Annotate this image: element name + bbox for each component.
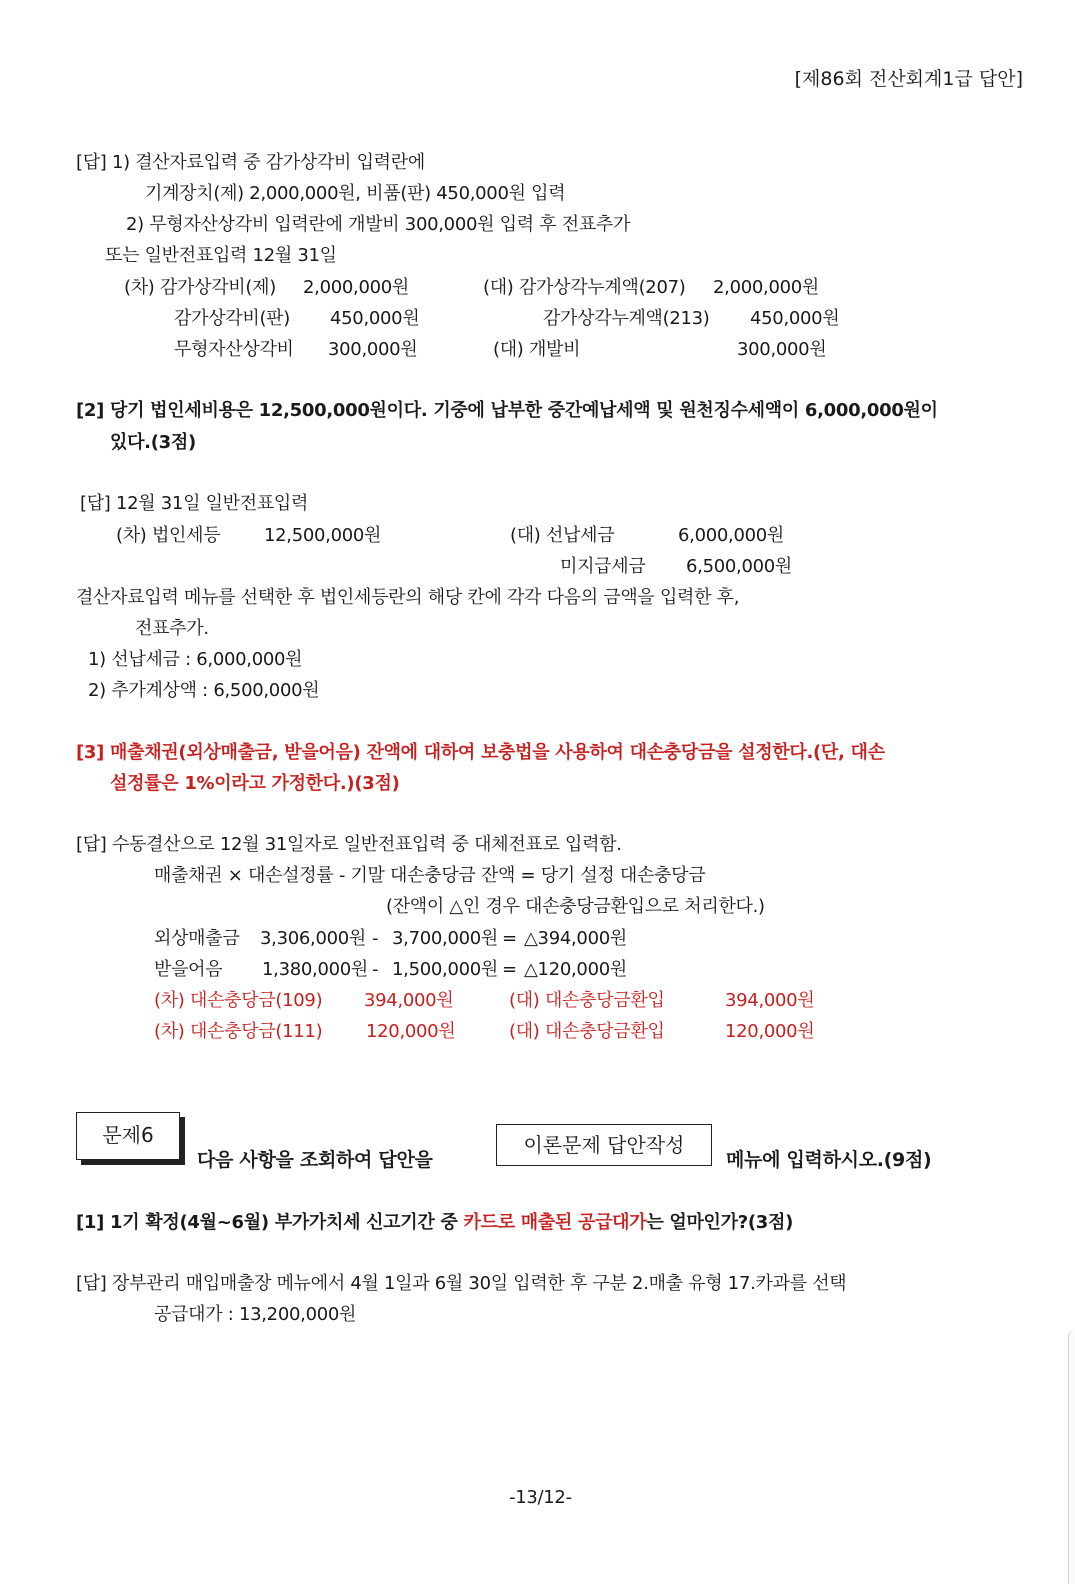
calc-label: 외상매출금 [154, 928, 240, 949]
question-2-cont: 있다.(3점) [110, 432, 196, 453]
answer-line: 2) 추가계상액 : 6,500,000원 [88, 680, 320, 701]
answer-line: 또는 일반전표입력 12월 31일 [105, 245, 337, 266]
page-header: [제86회 전산회계1급 답안] [794, 68, 1023, 90]
calc-label: 받을어음 [154, 959, 223, 980]
journal-debit-label: (차) 감가상각비(제) [124, 277, 276, 298]
question-text: 는 얼마인가?(3점) [646, 1212, 794, 1233]
question-3-cont: 설정률은 1%이라고 가정한다.)(3점) [110, 773, 400, 794]
journal-credit-amount: 120,000원 [725, 1021, 815, 1042]
calc-equals: = [502, 959, 517, 980]
answer-line: [답] 장부관리 매입매출장 메뉴에서 4월 1일과 6월 30일 입력한 후 구분 2.매출 유형 17.카과를 선택 [76, 1273, 847, 1294]
answer-line: 2) 무형자산상각비 입력란에 개발비 300,000원 입력 후 전표추가 [126, 214, 631, 235]
section-6-label-box: 문제6 [76, 1112, 180, 1160]
page-number: -13/12- [509, 1487, 572, 1508]
answer-line: 1) 선납세금 : 6,000,000원 [88, 649, 303, 670]
journal-debit-label: (차) 대손충당금(111) [154, 1021, 323, 1042]
calc-operator: - [372, 959, 379, 980]
answer-line: [답] 1) 결산자료입력 중 감가상각비 입력란에 [76, 152, 425, 173]
calc-amount: 3,700,000원 [392, 928, 498, 949]
journal-credit-label: (대) 대손충당금환입 [509, 1021, 665, 1042]
journal-credit-label: (대) 감가상각누계액(207) [483, 277, 686, 298]
question-text: [1] 1기 확정(4월~6월) 부가가치세 신고기간 중 [76, 1212, 464, 1233]
journal-debit-label: (차) 대손충당금(109) [154, 990, 323, 1011]
section-6-instruction: 다음 사항을 조회하여 답안을 [197, 1149, 433, 1171]
answer-line: 기계장치(제) 2,000,000원, 비품(판) 450,000원 입력 [145, 183, 566, 204]
journal-credit-amount: 300,000원 [737, 339, 827, 360]
journal-debit-label: 감가상각비(판) [174, 308, 290, 329]
journal-credit-amount: 450,000원 [750, 308, 840, 329]
journal-debit-amount: 450,000원 [330, 308, 420, 329]
journal-credit-label: (대) 선납세금 [510, 525, 615, 546]
answer-line: [답] 12월 31일 일반전표입력 [80, 493, 309, 514]
journal-credit-amount: 6,000,000원 [678, 525, 784, 546]
formula-note: (잔액이 △인 경우 대손충당금환입으로 처리한다.) [386, 896, 765, 917]
answer-line: 전표추가. [135, 618, 209, 639]
question-3: [3] 매출채권(외상매출금, 받을어음) 잔액에 대하여 보충법을 사용하여 대손충당금을 설정한다.(단, 대손 [76, 742, 885, 763]
journal-credit-label: 감가상각누계액(213) [543, 308, 710, 329]
calc-operator: - [372, 928, 379, 949]
journal-debit-amount: 12,500,000원 [264, 525, 382, 546]
calc-amount: 3,306,000원 [260, 928, 366, 949]
answer-line: [답] 수동결산으로 12월 31일자로 일반전표입력 중 대체전표로 입력함. [76, 834, 622, 855]
journal-credit-amount: 6,500,000원 [686, 556, 792, 577]
scroll-edge[interactable] [1068, 1330, 1075, 1584]
answer-line: 결산자료입력 메뉴를 선택한 후 법인세등란의 해당 칸에 각각 다음의 금액을 입력한 후, [76, 587, 740, 608]
journal-debit-label: 무형자산상각비 [174, 339, 294, 360]
section-6-instruction-end: 메뉴에 입력하시오.(9점) [726, 1149, 932, 1171]
journal-credit-amount: 394,000원 [725, 990, 815, 1011]
calc-result: △394,000원 [524, 928, 627, 949]
calc-result: △120,000원 [524, 959, 627, 980]
answer-line: 공급대가 : 13,200,000원 [154, 1304, 357, 1325]
section-6-question-1 [76, 1212, 793, 1234]
menu-name-box: 이론문제 답안작성 [496, 1124, 712, 1166]
journal-debit-amount: 300,000원 [328, 339, 418, 360]
calc-amount: 1,380,000원 [262, 959, 368, 980]
journal-credit-amount: 2,000,000원 [713, 277, 819, 298]
journal-credit-label: (대) 대손충당금환입 [509, 990, 665, 1011]
journal-debit-label: (차) 법인세등 [116, 525, 221, 546]
journal-debit-amount: 394,000원 [364, 990, 454, 1011]
calc-amount: 1,500,000원 [392, 959, 498, 980]
journal-debit-amount: 120,000원 [366, 1021, 456, 1042]
question-highlight: 카드로 매출된 공급대가 [463, 1212, 647, 1233]
journal-credit-label: (대) 개발비 [493, 339, 581, 360]
question-2: [2] 당기 법인세비용은 12,500,000원이다. 기중에 납부한 중간예납세액 및 원천징수세액이 6,000,000원이 [76, 400, 938, 421]
formula-line: 매출채권 × 대손설정률 - 기말 대손충당금 잔액 = 당기 설정 대손충당금 [154, 865, 706, 886]
journal-credit-label: 미지급세금 [560, 556, 646, 577]
calc-equals: = [502, 928, 517, 949]
journal-debit-amount: 2,000,000원 [303, 277, 409, 298]
